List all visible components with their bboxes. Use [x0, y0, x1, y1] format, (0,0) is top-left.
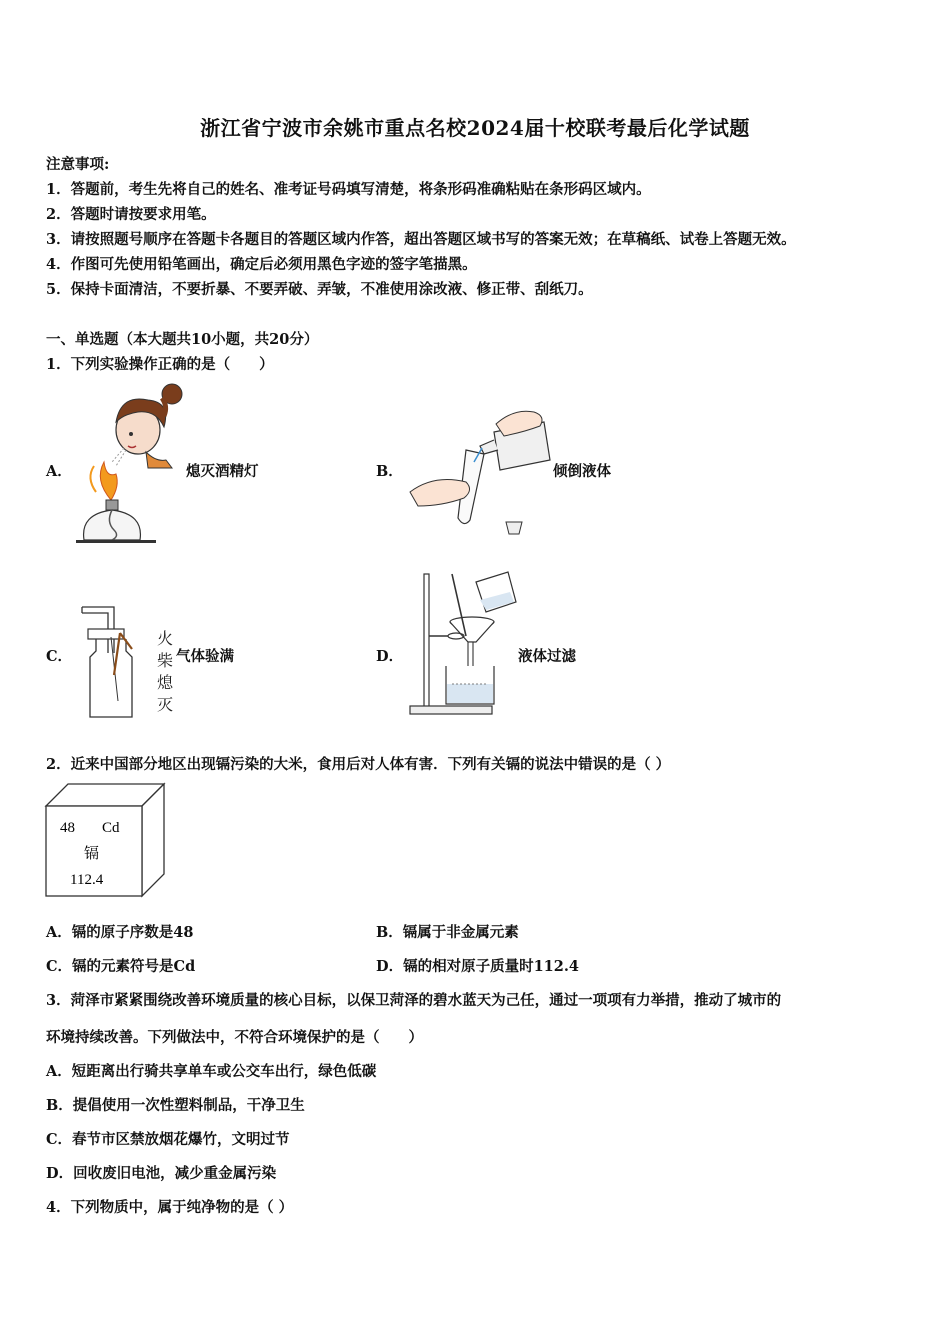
notice-item: 2．答题时请按要求用笔。 [46, 206, 216, 223]
gas-test-figure [76, 605, 140, 720]
question-3-stem-line2: 环境持续改善。下列做法中，不符合环境保护的是（ ） [46, 1029, 423, 1046]
section-heading: 一、单选题（本大题共10小题，共20分） [46, 331, 319, 348]
option-text: D．回收废旧电池，减少重金属污染 [46, 1165, 277, 1182]
element-mass: 112.4 [70, 872, 104, 888]
page-title: 浙江省宁波市余姚市重点名校2024届十校联考最后化学试题 [200, 116, 750, 140]
question-1-stem: 1．下列实验操作正确的是（ ） [46, 356, 274, 373]
option-text: C．春节市区禁放烟花爆竹，文明过节 [46, 1131, 290, 1148]
notice-item: 3．请按照题号顺序在答题卡各题目的答题区域内作答，超出答题区域书写的答案无效；在草稿纸、试卷上答题无效。 [46, 231, 796, 248]
option-text: C．镉的元素符号是Cd [46, 958, 196, 975]
annotation-char: 火 [156, 629, 173, 648]
element-name: 镉 [84, 844, 100, 862]
question-2-stem: 2．近来中国部分地区出现镉污染的大米，食用后对人体有害．下列有关镉的说法中错误的是（ ） [46, 756, 671, 773]
question-3-stem-line1: 3．菏泽市紧紧围绕改善环境质量的核心目标，以保卫菏泽的碧水蓝天为己任，通过一项项有力举措，推动了城市的 [46, 992, 782, 1009]
question-4-stem: 4．下列物质中，属于纯净物的是（ ） [46, 1199, 294, 1216]
annotation-char: 柴 [156, 651, 173, 670]
option-b-letter: B． [376, 463, 403, 480]
element-symbol: Cd [102, 820, 120, 836]
match-annotation [154, 628, 176, 716]
option-d-label: 液体过滤 [518, 648, 576, 665]
notice-heading: 注意事项: [46, 156, 110, 173]
notice-item: 1．答题前，考生先将自己的姓名、准考证号码填写清楚，将条形码准确粘贴在条形码区域内。 [46, 181, 651, 198]
option-c-letter: C． [46, 648, 73, 665]
option-text: B．镉属于非金属元素 [376, 924, 519, 941]
pouring-liquid-figure [404, 402, 554, 542]
option-a-label: 熄灭酒精灯 [186, 463, 259, 480]
option-a-letter: A． [46, 463, 72, 480]
option-c-label: 气体验满 [176, 648, 234, 665]
element-card-figure [44, 782, 168, 898]
option-b-label: 倾倒液体 [553, 463, 611, 480]
option-text: A．镉的原子序数是48 [46, 924, 194, 941]
option-d-letter: D． [376, 648, 404, 665]
option-text: D．镉的相对原子质量时112.4 [376, 958, 579, 975]
element-number: 48 [60, 820, 75, 836]
filtration-figure [408, 570, 518, 720]
option-text: A．短距离出行骑共享单车或公交车出行，绿色低碳 [46, 1063, 377, 1080]
alcohol-lamp-figure [76, 382, 186, 547]
notice-item: 5．保持卡面清洁，不要折暴、不要弄破、弄皱，不准使用涂改液、修正带、刮纸刀。 [46, 281, 593, 298]
notice-item: 4．作图可先使用铅笔画出，确定后必须用黑色字迹的签字笔描黑。 [46, 256, 477, 273]
annotation-char: 灭 [156, 695, 173, 714]
option-text: B．提倡使用一次性塑料制品，干净卫生 [46, 1097, 305, 1114]
annotation-char: 熄 [156, 673, 173, 692]
